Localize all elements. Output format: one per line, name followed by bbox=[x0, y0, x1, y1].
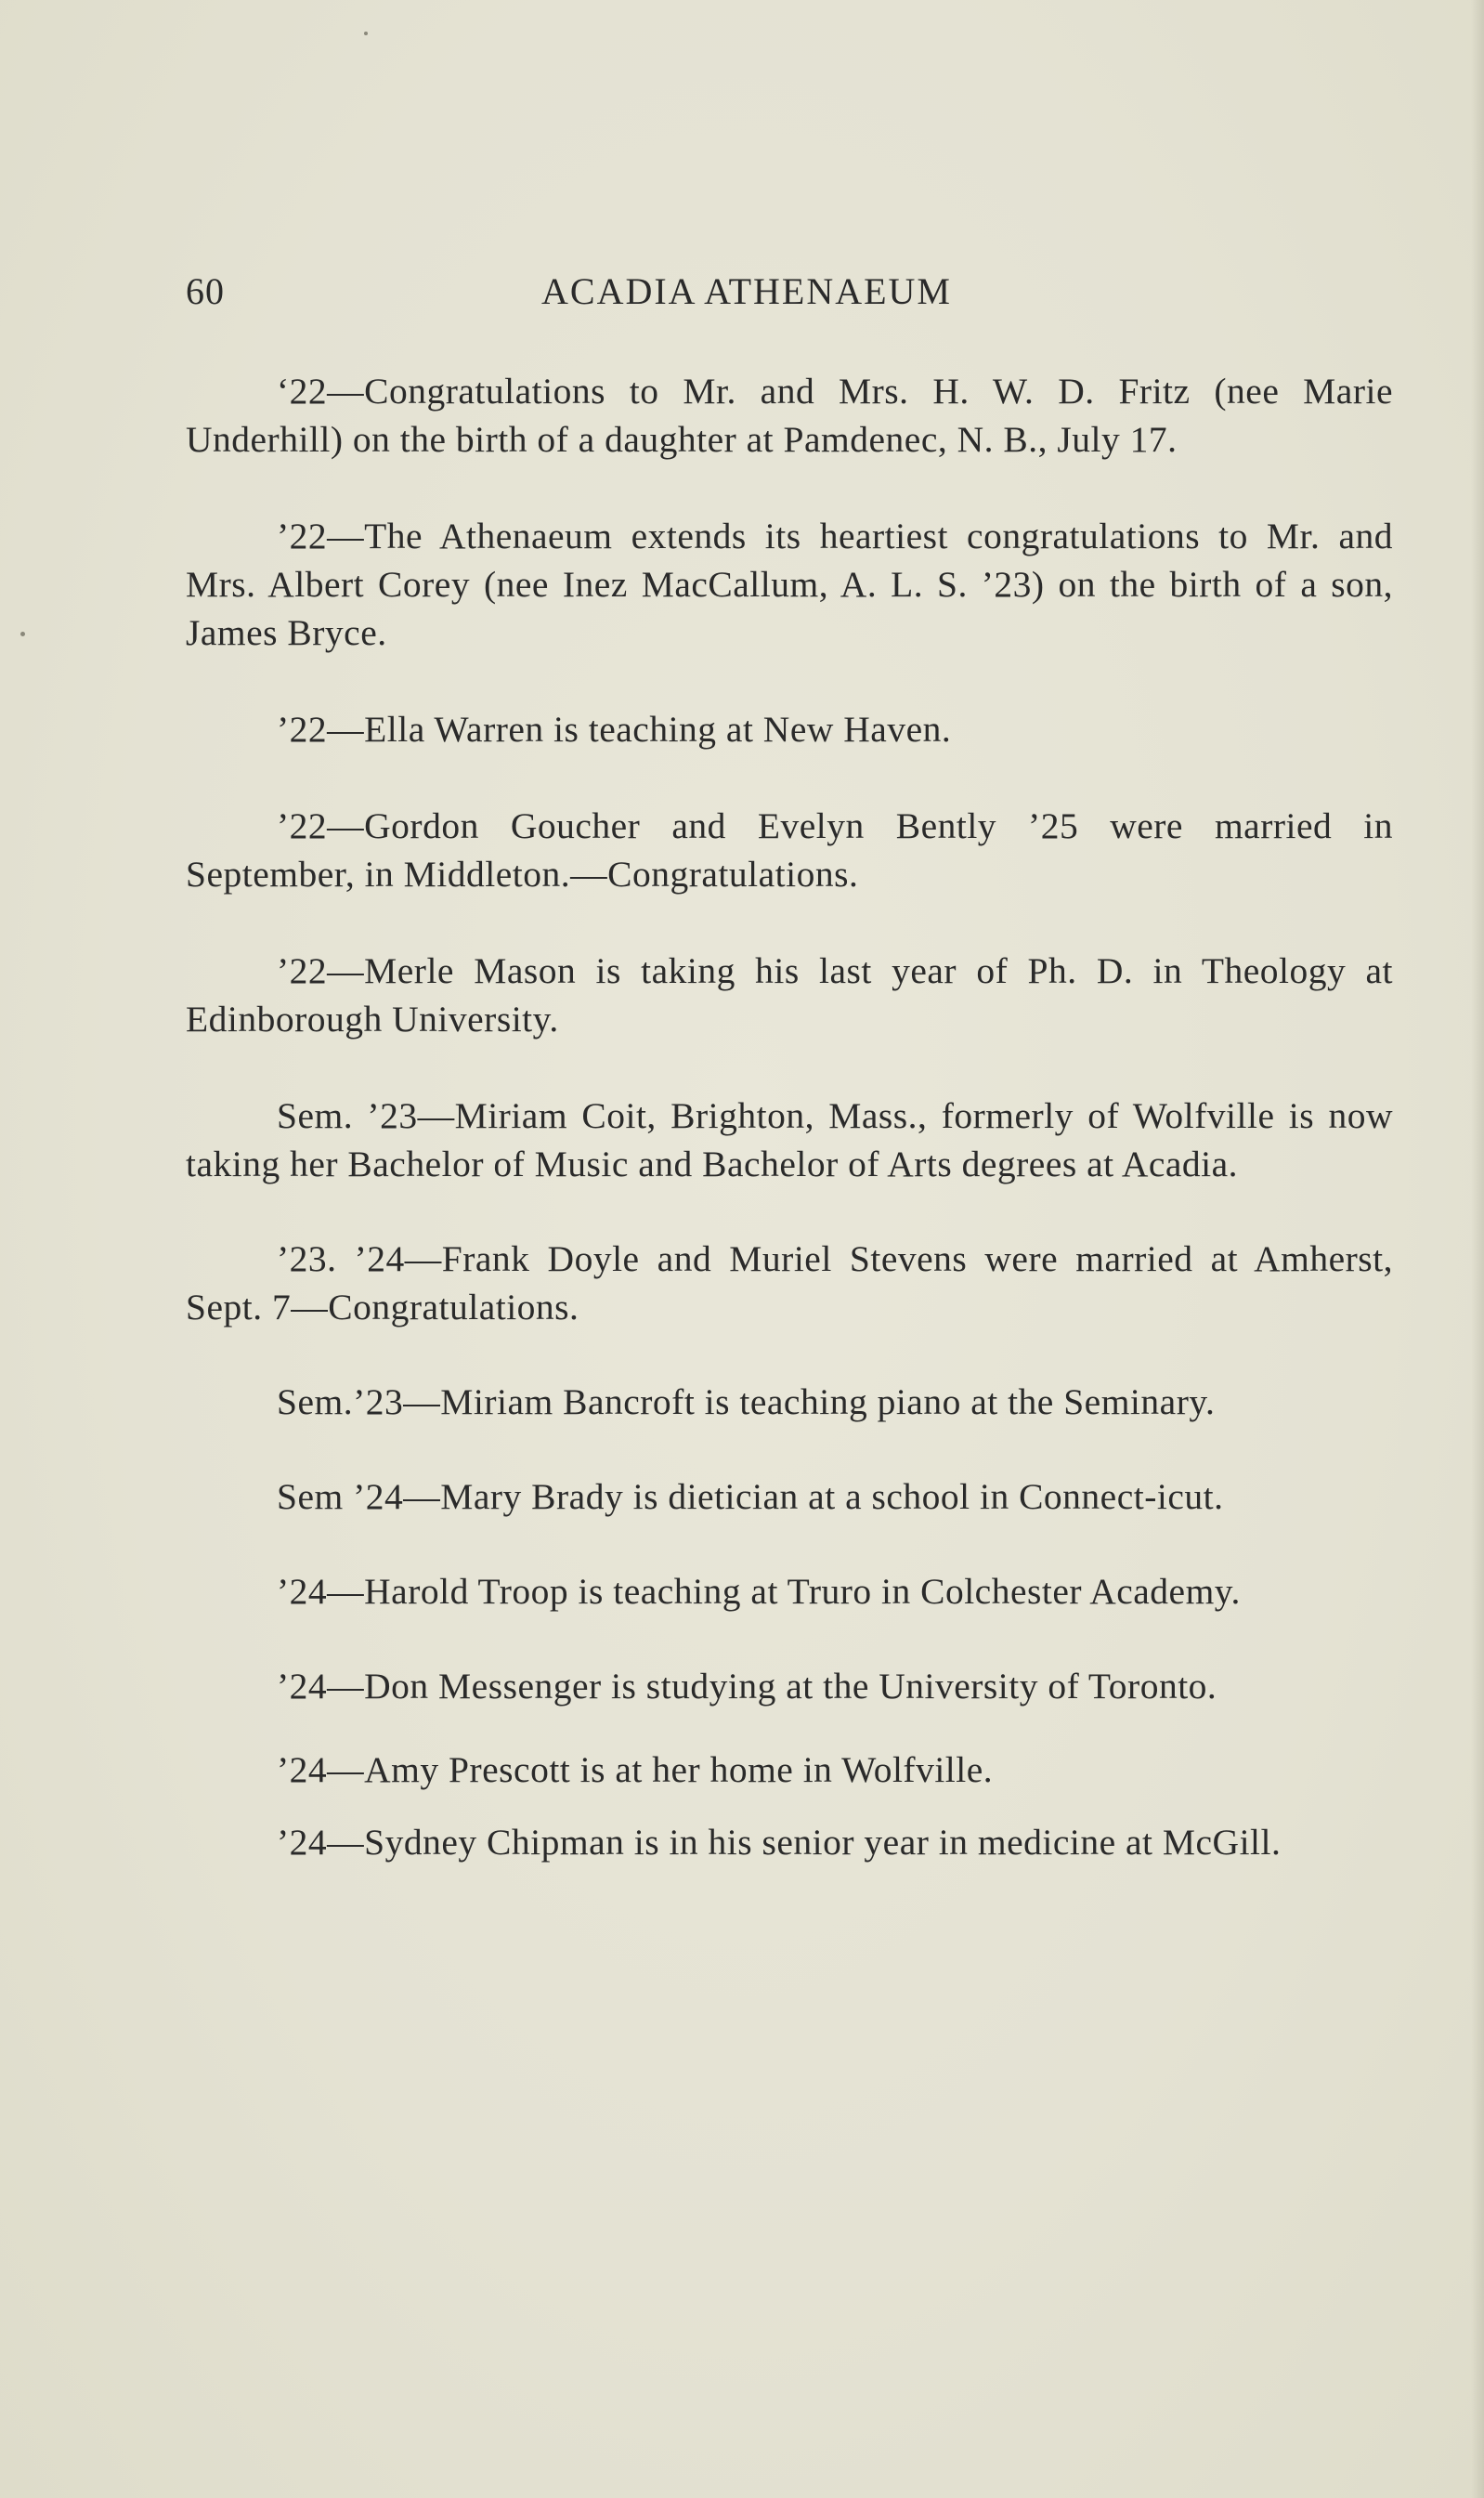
page-number: 60 bbox=[186, 270, 225, 312]
alumni-note: ’22—The Athenaeum extends its heartiest congratulations to Mr. and Mrs. Albert Corey (nee Inez MacCallum, A. L. S. ’23) on the birth of a son, James Bryce. bbox=[186, 516, 1393, 653]
alumni-note: ’24—Amy Prescott is at her home in Wolfville. bbox=[277, 1749, 994, 1790]
scan-speck bbox=[20, 632, 25, 636]
alumni-note: ’23. ’24—Frank Doyle and Muriel Stevens were married at Amherst, Sept. 7—Congratulations. bbox=[186, 1238, 1393, 1327]
alumni-note: Sem ’24—Mary Brady is dietician at a school in Connect-icut. bbox=[277, 1476, 1224, 1517]
alumni-note: ’22—Ella Warren is teaching at New Haven. bbox=[277, 709, 952, 750]
alumni-note: ’22—Gordon Goucher and Evelyn Bently ’25 were married in September, in Middleton.—Congratulations. bbox=[186, 805, 1393, 895]
alumni-note: ’22—Merle Mason is taking his last year of Ph. D. in Theology at Edinborough University. bbox=[186, 950, 1393, 1040]
alumni-note: ’24—Harold Troop is teaching at Truro in Colchester Academy. bbox=[277, 1571, 1241, 1612]
running-title: ACADIA ATHENAEUM bbox=[541, 270, 952, 312]
alumni-note: ’24—Sydney Chipman is in his senior year in medicine at McGill. bbox=[277, 1822, 1282, 1863]
alumni-note: Sem.’23—Miriam Bancroft is teaching piano at the Seminary. bbox=[277, 1381, 1216, 1422]
alumni-note: ‘22—Congratulations to Mr. and Mrs. H. W. D. Fritz (nee Marie Underhill) on the birth of a daughter at Pamdenec, N. B., July 17. bbox=[186, 371, 1393, 460]
alumni-note: ’24—Don Messenger is studying at the University of Toronto. bbox=[277, 1666, 1217, 1707]
page-edge-shadow bbox=[1471, 0, 1484, 2498]
page-header bbox=[186, 269, 1393, 325]
alumni-note: Sem. ’23—Miriam Coit, Brighton, Mass., formerly of Wolfville is now taking her Bachelor of Music and Bachelor of Arts degrees at Acadia. bbox=[186, 1095, 1393, 1184]
alumni-notes bbox=[186, 367, 1393, 1866]
scan-speck bbox=[364, 32, 368, 35]
